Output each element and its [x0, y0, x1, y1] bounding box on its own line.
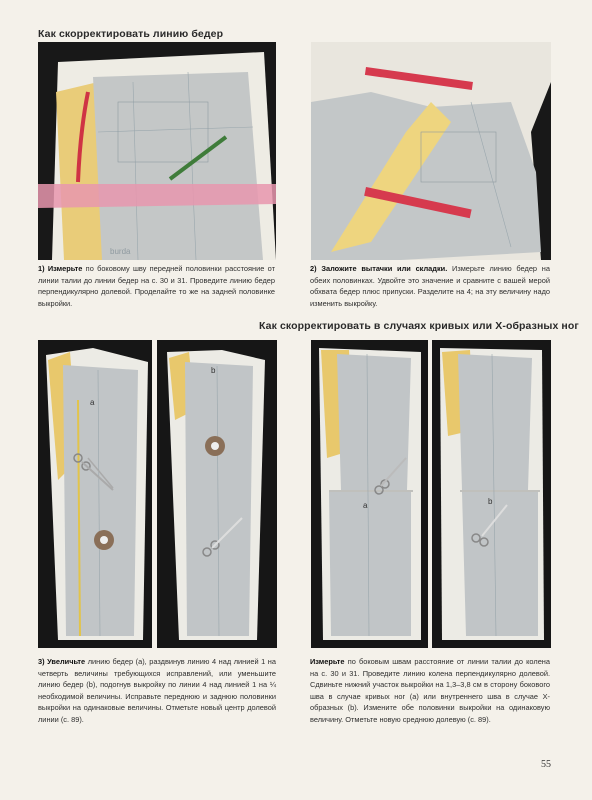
label-a-left: a	[90, 398, 95, 407]
caption-step-4	[310, 656, 550, 726]
caption-step-2	[310, 263, 550, 309]
caption-step-3	[38, 656, 276, 726]
photo-shift-knee-b	[432, 340, 551, 648]
caption-step-2-lead: 2) Заложите вытачки или складки.	[310, 264, 448, 273]
caption-step-3-text: линию бедер (а), раздвинув линию 4 над линией 1 на четверть величины требующихся исправлений, или уменьшите линию бедер (b), подогнув выкройку по линии 4 над линией 1 на ¼ необходимой величины. Исправьте переднюю и заднюю половинки выкройки на одинаковые величины. Отметьте новый центр долевой линии (с. 89).	[38, 657, 276, 724]
photo-shift-knee-a	[311, 340, 428, 648]
caption-step-2-text: Измерьте линию бедер на обеих половинках. Удвойте это значение и сравните с вашей мерой обхвата бедер плюс припуски. Разделите на 4; на эту величину надо изменить выкройку.	[310, 264, 550, 308]
caption-step-4-lead: Измерьте	[310, 657, 345, 666]
caption-step-3-lead: 3) Увеличьте	[38, 657, 86, 666]
label-a-right: a	[363, 501, 368, 510]
photo-measure-side-seam	[38, 42, 276, 260]
label-b-left: b	[211, 366, 216, 375]
photo-spread-pattern-a	[38, 340, 152, 648]
caption-step-1-lead: 1) Измерьте	[38, 264, 83, 273]
photo-fold-pattern-b	[157, 340, 277, 648]
heading-hip-line: Как скорректировать линию бедер	[38, 28, 224, 40]
caption-step-4-text: по боковым швам расстояние от линии талии до колена на с. 30 и 31. Проведите линию колена перпендикулярно долевой. Сдвиньте нижний участок выкройки на 1,3–3,8 см в сторону бокового шва в случае кривых ног (а) или внутреннего шва в случае Х-образных (b). Измените обе половинки выкройки на одинаковую величину. Отметьте новую среднюю долевую (с. 89).	[310, 657, 550, 724]
photo-fold-darts	[311, 42, 551, 260]
burda-watermark: burda	[110, 247, 131, 256]
caption-step-1	[38, 263, 275, 309]
label-b-right: b	[488, 497, 493, 506]
heading-crooked-legs: Как скорректировать в случаях кривых или Х-образных ног	[259, 320, 579, 332]
page-number: 55	[541, 759, 551, 770]
caption-step-1-text: по боковому шву передней половинки расстояние от линии талии до линии бедер на с. 30 и 31. Проведите линию бедер перпендикулярно долевой. Проделайте то же на задней половинке выкройки.	[38, 264, 275, 308]
